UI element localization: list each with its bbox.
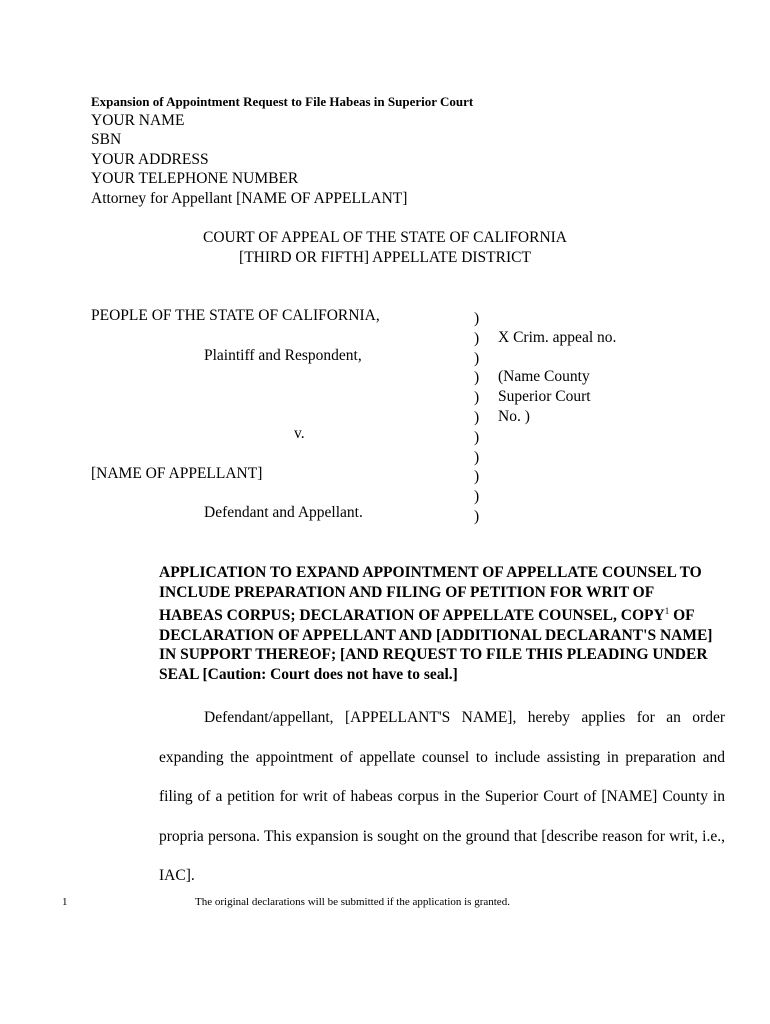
superior-court-line: (Name County <box>498 368 590 385</box>
caption-paren: ) <box>474 369 480 387</box>
caption-paren: ) <box>474 310 480 327</box>
footnote-number: 1 <box>62 896 68 908</box>
footnote-reference: 1 <box>664 606 670 616</box>
caption-paren: ) <box>474 507 480 525</box>
caption-paren: ) <box>474 349 480 367</box>
attorney-role: Attorney for Appellant [NAME OF APPELLANT] <box>91 190 408 207</box>
superior-court-number <box>498 367 591 426</box>
caption-defendant-role: Defendant and Appellant. <box>204 504 363 521</box>
application-title <box>159 563 719 684</box>
caption-plaintiff-role: Plaintiff and Respondent, <box>204 347 362 364</box>
application-title-part2: OF DECLARATION OF APPELLANT AND [ADDITIONAL DECLARANT'S NAME] IN SUPPORT THEREOF; [AND REQUEST TO FILE THIS PLEADING UNDER SEAL [Caution: Court does not have to seal.] <box>159 607 713 683</box>
caption-paren: ) <box>474 389 480 407</box>
court-district: [THIRD OR FIFTH] APPELLATE DISTRICT <box>239 249 531 266</box>
body-paragraph: Defendant/appellant, [APPELLANT'S NAME], hereby applies for an order expanding the appointment of appellate counsel to include assisting in preparation and filing of a petition for writ of habeas corpus in the Superior Court of [NAME] County in propria persona. This expansion is sought on the ground that [describe reason for writ, i.e., IAC]. <box>159 709 725 884</box>
caption-paren: ) <box>474 329 480 347</box>
caption-paren: ) <box>474 488 480 506</box>
caption-paren: ) <box>474 408 480 426</box>
caption-paren: ) <box>474 468 480 486</box>
caption-plaintiff: PEOPLE OF THE STATE OF CALIFORNIA, <box>91 307 380 324</box>
caption-paren: ) <box>474 448 480 466</box>
court-name: COURT OF APPEAL OF THE STATE OF CALIFORNIA <box>203 229 567 246</box>
footnote-text: The original declarations will be submitted if the application is granted. <box>195 896 510 908</box>
superior-court-line: Superior Court <box>498 387 591 405</box>
caption-defendant: [NAME OF APPELLANT] <box>91 465 263 482</box>
attorney-address: YOUR ADDRESS <box>91 151 209 168</box>
attorney-name: YOUR NAME <box>91 112 185 129</box>
caption-paren: ) <box>474 428 480 446</box>
case-number: X Crim. appeal no. <box>498 329 617 346</box>
document-title: Expansion of Appointment Request to File Habeas in Superior Court <box>91 94 474 109</box>
superior-court-line: No. ) <box>498 407 530 425</box>
caption-versus: v. <box>294 425 305 442</box>
caption-divider <box>474 309 479 527</box>
attorney-sbn: SBN <box>91 131 122 148</box>
attorney-telephone: YOUR TELEPHONE NUMBER <box>91 170 299 187</box>
application-title-part1: APPLICATION TO EXPAND APPOINTMENT OF APPELLATE COUNSEL TO INCLUDE PREPARATION AND FILING OF PETITION FOR WRIT OF HABEAS CORPUS; DECLARATION OF APPELLATE COUNSEL, COPY <box>159 564 702 625</box>
